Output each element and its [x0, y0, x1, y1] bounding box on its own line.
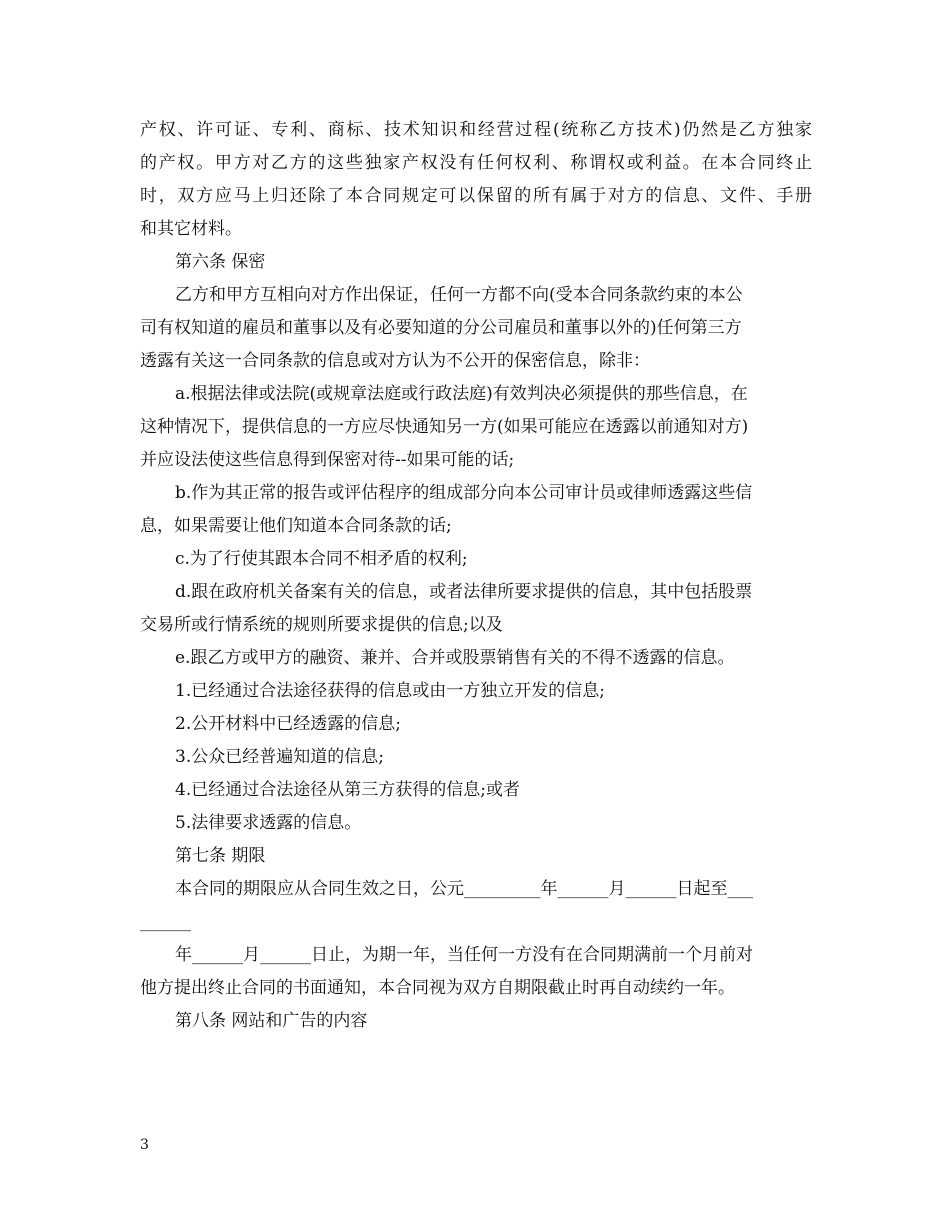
- text-line: 他方提出终止合同的书面通知，本合同视为双方自期限截止时再自动续约一年。: [140, 978, 735, 998]
- text-line: 交易所或行情系统的规则所要求提供的信息;以及: [140, 615, 503, 635]
- list-item-2: 2.公开材料中已经透露的信息;: [175, 714, 401, 734]
- list-item-4: 4.已经通过合法途径从第三方获得的信息;或者: [175, 780, 520, 800]
- section-heading-8: 第八条 网站和广告的内容: [175, 1011, 368, 1031]
- list-item-5: 5.法律要求透露的信息。: [175, 813, 362, 833]
- text-line: 和其它材料。: [140, 219, 242, 239]
- text-line: 透露有关这一合同条款的信息或对方认为不公开的保密信息，除非：: [140, 351, 650, 371]
- list-item-c: c.为了行使其跟本合同不相矛盾的权利;: [175, 549, 468, 569]
- list-item-b: b.作为其正常的报告或评估程序的组成部分向本公司审计员或律师透露这些信: [175, 483, 753, 503]
- list-item-1: 1.已经通过合法途径获得的信息或由一方独立开发的信息;: [175, 681, 605, 701]
- document-body: [140, 114, 812, 1038]
- text-line: 的产权。甲方对乙方的这些独家产权没有任何权利、称谓权或利益。在本合同终止: [140, 153, 812, 173]
- text-line: 司有权知道的雇员和董事以及有必要知道的分公司雇员和董事以外的)任何第三方: [140, 318, 742, 338]
- text-line: 并应设法使这些信息得到保密对待--如果可能的话;: [140, 450, 515, 470]
- list-item-a: a.根据法律或法院(或规章法庭或行政法庭)有效判决必须提供的那些信息，在: [175, 384, 748, 404]
- text-line: 时，双方应马上归还除了本合同规定可以保留的所有属于对方的信息、文件、手册: [140, 186, 812, 206]
- list-item-d: d.跟在政府机关备案有关的信息，或者法律所要求提供的信息，其中包括股票: [175, 582, 753, 602]
- page-number: 3: [140, 1137, 149, 1153]
- list-item-e: e.跟乙方或甲方的融资、兼并、合并或股票销售有关的不得不透露的信息。: [175, 648, 735, 668]
- text-line: 产权、许可证、专利、商标、技术知识和经营过程(统称乙方技术)仍然是乙方独家: [140, 120, 812, 140]
- text-line: 这种情况下，提供信息的一方应尽快通知另一方(如果可能应在透露以前通知对方): [140, 417, 749, 437]
- text-line: 乙方和甲方互相向对方作出保证，任何一方都不向(受本合同条款约束的本公: [175, 285, 743, 305]
- text-line: 息，如果需要让他们知道本合同条款的话;: [140, 516, 452, 536]
- list-item-3: 3.公众已经普遍知道的信息;: [175, 747, 384, 767]
- text-line: ______: [140, 912, 191, 932]
- section-heading-6: 第六条 保密: [175, 252, 266, 272]
- text-line: 年______月______日止，为期一年，当任何一方没有在合同期满前一个月前对: [175, 945, 753, 965]
- section-heading-7: 第七条 期限: [175, 846, 266, 866]
- text-line: 本合同的期限应从合同生效之日，公元_________年______月______日起至___: [175, 879, 753, 899]
